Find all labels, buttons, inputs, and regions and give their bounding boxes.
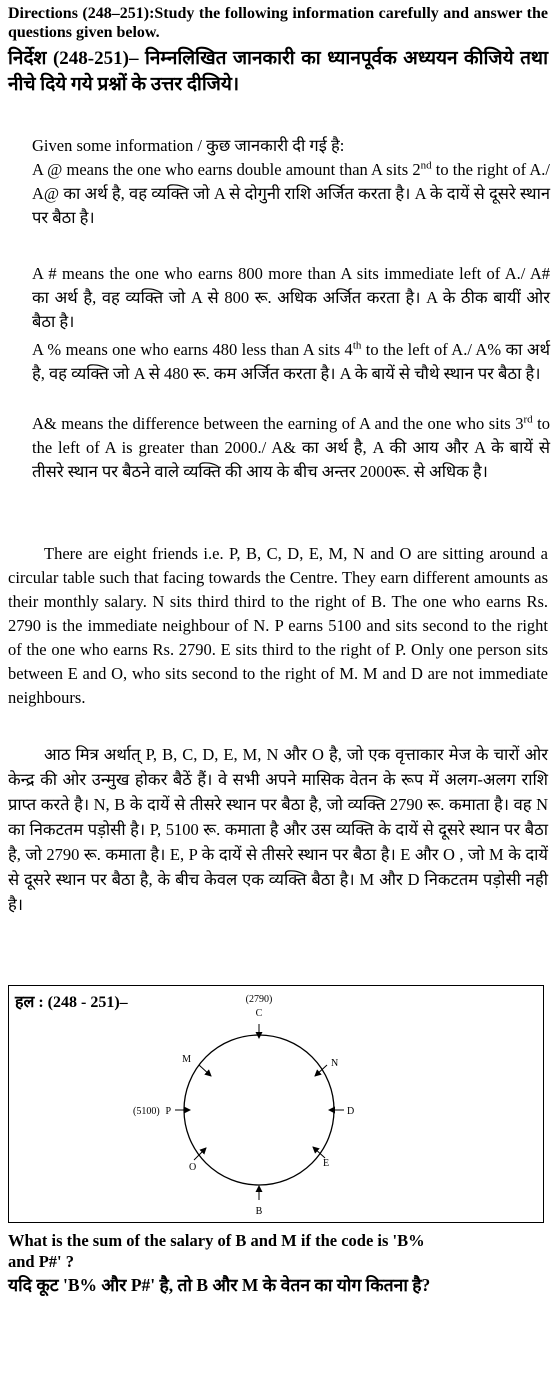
directions-english: Directions (248–251):Study the following information carefully and answer the questions given below.	[8, 5, 548, 41]
person-o: O	[189, 1162, 197, 1173]
rule-percent: A % means one who earns 480 less than A sits 4th to the left of A./ A% का अर्थ है, वह व्यक्ति जो A से 480 रू. कम अर्जित करता है। A के बायें से चौथे स्थान पर बैठा है।	[32, 339, 550, 383]
rule-ampersand: A& means the difference between the earning of A and the one who sits 3rd to the left of A is greater than 2000./ A& का अर्थ है, A की आय और A के बायें से तीसरे स्थान पर बैठने वाले व्यक्ति की आय के बीच अन्तर 2000रू. से अधिक है।	[32, 413, 550, 481]
person-b: B	[255, 1206, 263, 1217]
rule-at: A @ means the one who earns double amount than A sits 2nd to the right of A./ A@ का अर्थ है, वह व्यक्ति जो A से दोगुनी राशि अर्जित करता है। A के दायें से दूसरे स्थान पर बैठा है।	[32, 159, 550, 227]
person-c: C	[255, 1008, 263, 1019]
salary-c-label: (2790)	[245, 994, 273, 1005]
question-english: What is the sum of the salary of B and M if the code is 'B% and P#' ?	[8, 1231, 425, 1271]
arrow-m	[199, 1065, 211, 1076]
person-p: P	[165, 1106, 171, 1117]
directions-hindi: निर्देश (248-251)– निम्नलिखित जानकारी का ध्यानपूर्वक अध्ययन कीजिये तथा नीचे दिये गये प्रश्नों के उत्तर दीजिये।	[8, 48, 548, 95]
person-d: D	[347, 1106, 355, 1117]
puzzle-english: There are eight friends i.e. P, B, C, D, E, M, N and O are sitting around a circular table such that facing towards the Centre. They earn different amounts as their monthly salary. N sits third third to the right of B. The one who earns Rs. 2790 is the immediate neighbour of N. P earns 5100 and sits second to the right of the one who earns Rs. 2790. E sits third to the right of P. Only one person sits between E and O, who sits second to the right of M. M and D are not immediate neighbours.	[8, 544, 548, 707]
puzzle-hindi: आठ मित्र अर्थात् P, B, C, D, E, M, N और O है, जो एक वृत्ताकार मेज के चारों ओर केन्द्र की ओर उन्मुख होकर बैठें हैं। वे सभी अपने मासिक वेतन के रूप में अलग-अलग राशि प्राप्त करते है। N, B के दायें से तीसरे स्थान पर बैठा है, जो व्यक्ति 2790 रू. कमाता है। वह N का निकटतम पड़ोसी है। P, 5100 रू. कमाता है और उस व्यक्ति के दायें से दूसरे स्थान पर बैठा है, जो 2790 रू. कमाता है। E, P के दायें से तीसरे स्थान पर बैठा है। E और O , जो M के दायें से दूसरे स्थान पर बैठा है, के बीच केवल एक व्यक्ति बैठा है। M और D निकटतम पड़ोसी नही है।	[8, 745, 548, 914]
person-m: M	[182, 1054, 191, 1065]
rule-hash: A # means the one who earns 800 more than A sits immediate left of A./ A# का अर्थ है, वह व्यक्ति जो A से 800 रू. अधिक अर्जित करता है। A के ठीक बायीं ओर बैठा है।	[32, 264, 550, 331]
person-e: E	[323, 1158, 330, 1169]
round-table	[184, 1035, 334, 1185]
solution-box	[8, 985, 544, 1223]
salary-p-label: (5100)	[133, 1106, 160, 1117]
seating-diagram	[9, 986, 543, 1222]
person-n: N	[331, 1058, 339, 1069]
solution-label: हल : (248 - 251)–	[15, 994, 128, 1011]
given-info-heading: Given some information / कुछ जानकारी दी गई है:	[32, 136, 345, 155]
question-hindi: यदि कूट 'B% और P#' है, तो B और M के वेतन का योग कितना है?	[8, 1275, 431, 1295]
